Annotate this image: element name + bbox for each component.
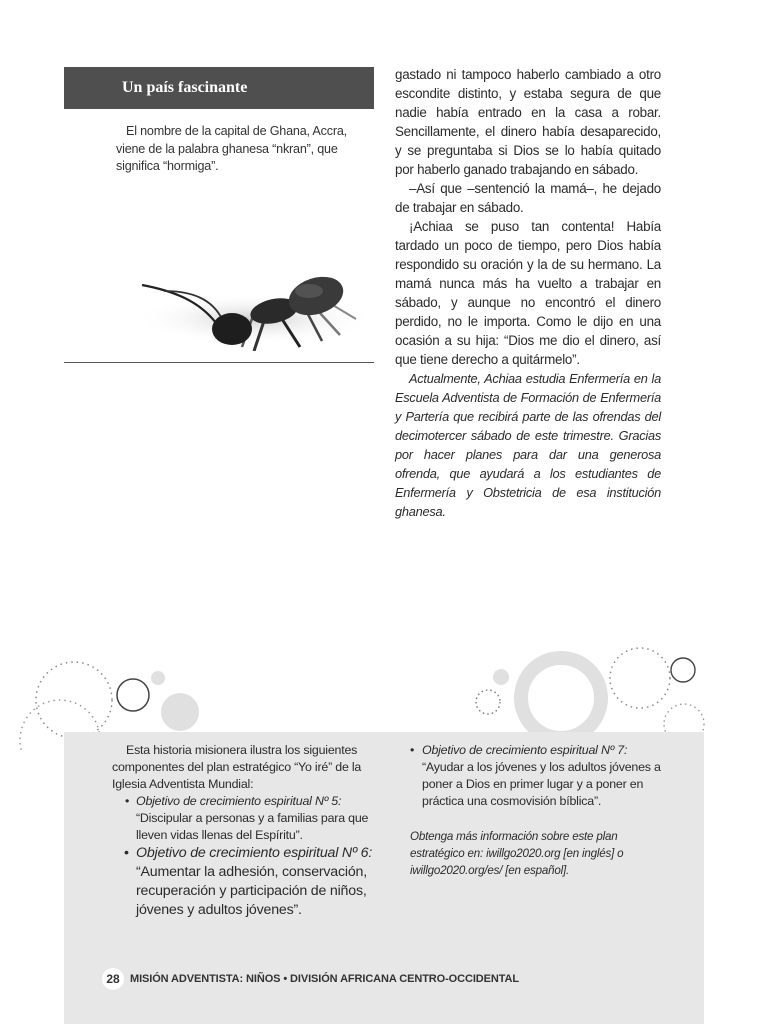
- plan-more-info-note: Obtenga más información sobre este plan estratégico en: iwillgo2020.org [en inglés] o iwillgo2020.org/es/ [en español].: [410, 830, 624, 877]
- list-item: [112, 793, 380, 844]
- ant-image: [104, 201, 384, 351]
- page-number: 28: [102, 968, 124, 990]
- story-paragraph: –Así que –sentenció la mamá–, he dejado de trabajar en sábado.: [395, 181, 661, 215]
- objective-7-text: “Ayudar a los jóvenes y los adultos jóvenes a poner a Dios en primer lugar y a poner en práctica una cosmovisión bíblica”.: [422, 760, 661, 808]
- plan-right-column: [398, 742, 664, 879]
- plan-left-column: [112, 742, 380, 920]
- sidebar-text: El nombre de la capital de Ghana, Accra, viene de la palabra ghanesa “nkran”, que significa “hormiga”.: [116, 124, 347, 173]
- sidebar-title: Un país fascinante: [64, 67, 374, 109]
- page-footer: [102, 968, 519, 990]
- story-paragraph: ¡Achiaa se puso tan contenta! Había tardado un poco de tiempo, pero Dios había respondido su oración y la de su hermano. La mamá nunca más ha vuelto a trabajar en sábado, y aunque no encontró el dinero perdido, no le importa. Como le dijo en una ocasión a su hija: “Dios me dio el dinero, así que tiene derecho a quitármelo”.: [395, 219, 661, 367]
- list-item: [398, 742, 664, 810]
- story-offering-paragraph: Actualmente, Achiaa estudia Enfermería en la Escuela Adventista de Formación de Enfermería y Partería que recibirá parte de las ofrendas del decimotercer sábado de este trimestre. Gracias por hacer planes para dar una generosa ofrenda, que ayudará a los estudiantes de Enfermería y Obstetricia de esa institución ghanesa.: [395, 371, 661, 519]
- objective-6-text: “Aumentar la adhesión, conservación, recuperación y participación de niños, jóvenes y adultos jóvenes”.: [136, 864, 367, 918]
- objectives-list: [398, 742, 664, 810]
- objective-5-text: “Discipular a personas y a familias para que lleven vidas llenas del Espíritu”.: [136, 811, 369, 842]
- footer-text: MISIÓN ADVENTISTA: NIÑOS • DIVISIÓN AFRICANA CENTRO-OCCIDENTAL: [130, 973, 519, 985]
- story-paragraph: gastado ni tampoco haberlo cambiado a otro escondite distinto, y estaba segura de que nadie había entrado en la casa a robar. Sencillamente, el dinero había desaparecido, y se preguntaba si Dios se lo había quitado por haberlo ganado trabajando en sábado.: [395, 67, 661, 177]
- plan-intro: Esta historia misionera ilustra los siguientes componentes del plan estratégico “Yo iré” de la Iglesia Adventista Mundial:: [112, 743, 362, 791]
- objective-7-label: Objetivo de crecimiento espiritual Nº 7:: [422, 743, 628, 757]
- objective-5-label: Objetivo de crecimiento espiritual Nº 5:: [136, 794, 342, 808]
- sidebar-box: [64, 67, 374, 363]
- objective-6-label: Objetivo de crecimiento espiritual Nº 6:: [136, 845, 373, 861]
- objectives-list: [112, 793, 380, 920]
- story-column: [395, 65, 661, 521]
- list-item: [112, 844, 380, 920]
